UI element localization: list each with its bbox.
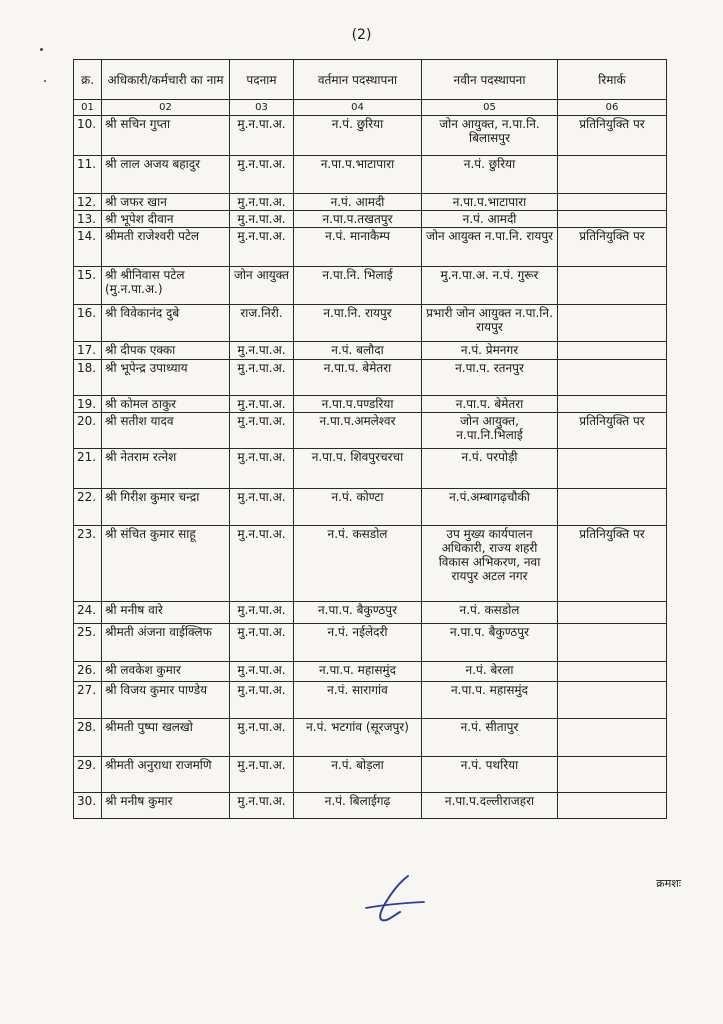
cell-current: न.पं. बोड़ला xyxy=(294,757,422,793)
cell-new: उप मुख्य कार्यपालन अधिकारी, राज्य शहरी विकास अभिकरण, नवा रायपुर अटल नगर xyxy=(422,526,558,602)
table-row xyxy=(74,156,667,194)
scan-speck xyxy=(44,80,46,82)
table-row xyxy=(74,396,667,413)
cell-num: 30. xyxy=(74,793,102,819)
table-row xyxy=(74,116,667,156)
cell-post: मु.न.पा.अ. xyxy=(230,342,294,360)
cell-remark xyxy=(558,194,667,211)
cell-post: मु.न.पा.अ. xyxy=(230,624,294,662)
cell-post: मु.न.पा.अ. xyxy=(230,719,294,757)
cell-post: मु.न.पा.अ. xyxy=(230,396,294,413)
cell-current: न.पं. बिलाईगढ़ xyxy=(294,793,422,819)
cell-new: न.पं. छुरिया xyxy=(422,156,558,194)
table-row xyxy=(74,489,667,526)
cell-remark xyxy=(558,602,667,624)
cell-name: श्री विवेकानंद दुबे xyxy=(102,305,230,342)
table-row xyxy=(74,719,667,757)
cell-name: श्री भूपेन्द्र उपाध्याय xyxy=(102,360,230,396)
cell-name: श्रीमती राजेश्वरी पटेल xyxy=(102,228,230,267)
table-row xyxy=(74,662,667,682)
table-body xyxy=(74,116,667,819)
table-row xyxy=(74,228,667,267)
cell-post: मु.न.पा.अ. xyxy=(230,156,294,194)
cell-remark xyxy=(558,396,667,413)
cell-remark xyxy=(558,624,667,662)
table-row xyxy=(74,211,667,228)
cell-current: न.पा.प. बेमेतरा xyxy=(294,360,422,396)
cell-remark xyxy=(558,719,667,757)
scan-speck xyxy=(40,48,43,51)
cell-current: न.पं. मानाकैम्प xyxy=(294,228,422,267)
cell-post: मु.न.पा.अ. xyxy=(230,449,294,489)
header-cell: अधिकारी/कर्मचारी का नाम xyxy=(102,60,230,100)
cell-current: न.पा.प.अमलेश्वर xyxy=(294,413,422,449)
cell-current: न.पा.प.भाटापारा xyxy=(294,156,422,194)
cell-num: 25. xyxy=(74,624,102,662)
cell-post: मु.न.पा.अ. xyxy=(230,413,294,449)
cell-current: न.पा.प. बैकुण्ठपुर xyxy=(294,602,422,624)
cell-new: जोन आयुक्त न.पा.नि. रायपुर xyxy=(422,228,558,267)
cell-post: मु.न.पा.अ. xyxy=(230,211,294,228)
cell-post: मु.न.पा.अ. xyxy=(230,793,294,819)
cell-remark xyxy=(558,757,667,793)
cell-name: श्रीमती पुष्पा खलखो xyxy=(102,719,230,757)
table-row xyxy=(74,624,667,662)
cell-remark xyxy=(558,156,667,194)
cell-num: 24. xyxy=(74,602,102,624)
table-row xyxy=(74,793,667,819)
column-number: 02 xyxy=(102,100,230,116)
cell-num: 19. xyxy=(74,396,102,413)
cell-name: श्रीमती अनुराधा राजमणि xyxy=(102,757,230,793)
cell-current: न.पा.नि. भिलाई xyxy=(294,267,422,305)
column-number: 01 xyxy=(74,100,102,116)
cell-current: न.पं. कोण्टा xyxy=(294,489,422,526)
cell-name: श्री मनीष कुमार xyxy=(102,793,230,819)
page-number: (2) xyxy=(351,27,372,43)
cell-num: 13. xyxy=(74,211,102,228)
cell-num: 15. xyxy=(74,267,102,305)
cell-name: श्री भूपेश दीवान xyxy=(102,211,230,228)
cell-name: श्री नेतराम रत्नेश xyxy=(102,449,230,489)
column-number: 03 xyxy=(230,100,294,116)
cell-num: 20. xyxy=(74,413,102,449)
column-number: 04 xyxy=(294,100,422,116)
cell-remark xyxy=(558,489,667,526)
cell-name: श्री विजय कुमार पाण्डेय xyxy=(102,682,230,719)
cell-current: न.पं. बलौदा xyxy=(294,342,422,360)
cell-new: जोन आयुक्त, न.पा.नि. बिलासपुर xyxy=(422,116,558,156)
cell-new: न.पा.प.दल्लीराजहरा xyxy=(422,793,558,819)
cell-remark xyxy=(558,360,667,396)
cell-num: 29. xyxy=(74,757,102,793)
cell-post: मु.न.पा.अ. xyxy=(230,602,294,624)
cell-post: जोन आयुक्त xyxy=(230,267,294,305)
cell-num: 10. xyxy=(74,116,102,156)
cell-num: 26. xyxy=(74,662,102,682)
transfer-table xyxy=(73,59,667,819)
cell-new: न.पा.प. बेमेतरा xyxy=(422,396,558,413)
table-row xyxy=(74,360,667,396)
cell-post: मु.न.पा.अ. xyxy=(230,526,294,602)
cell-current: न.पं. आमदी xyxy=(294,194,422,211)
cell-new: न.पं. आमदी xyxy=(422,211,558,228)
cell-num: 17. xyxy=(74,342,102,360)
cell-current: न.पं. कसडोल xyxy=(294,526,422,602)
cell-post: मु.न.पा.अ. xyxy=(230,662,294,682)
cell-name: श्री जफर खान xyxy=(102,194,230,211)
cell-num: 22. xyxy=(74,489,102,526)
cell-new: न.पा.प.भाटापारा xyxy=(422,194,558,211)
cell-num: 16. xyxy=(74,305,102,342)
cell-post: राज.निरी. xyxy=(230,305,294,342)
cell-remark xyxy=(558,211,667,228)
cell-remark xyxy=(558,449,667,489)
cell-num: 21. xyxy=(74,449,102,489)
cell-current: न.पं. सारागांव xyxy=(294,682,422,719)
header-cell: नवीन पदस्थापना xyxy=(422,60,558,100)
cell-remark xyxy=(558,267,667,305)
table-row xyxy=(74,449,667,489)
header-cell: रिमार्क xyxy=(558,60,667,100)
cell-remark: प्रतिनियुक्ति पर xyxy=(558,526,667,602)
cell-current: न.पं. छुरिया xyxy=(294,116,422,156)
cell-name: श्री सचिन गुप्ता xyxy=(102,116,230,156)
table-row xyxy=(74,526,667,602)
cell-new: जोन आयुक्त, न.पा.नि.भिलाई xyxy=(422,413,558,449)
column-number: 06 xyxy=(558,100,667,116)
cell-remark xyxy=(558,305,667,342)
cell-new: न.पं. सीतापुर xyxy=(422,719,558,757)
cell-post: मु.न.पा.अ. xyxy=(230,489,294,526)
table-row xyxy=(74,757,667,793)
cell-new: न.पं. कसडोल xyxy=(422,602,558,624)
cell-remark: प्रतिनियुक्ति पर xyxy=(558,116,667,156)
table-row xyxy=(74,194,667,211)
cell-new: प्रभारी जोन आयुक्त न.पा.नि. रायपुर xyxy=(422,305,558,342)
table-row xyxy=(74,602,667,624)
cell-num: 12. xyxy=(74,194,102,211)
cell-new: न.पं. पथरिया xyxy=(422,757,558,793)
cell-current: न.पा.प. शिवपुरचरचा xyxy=(294,449,422,489)
cell-num: 23. xyxy=(74,526,102,602)
cell-remark: प्रतिनियुक्ति पर xyxy=(558,413,667,449)
cell-name: श्री दीपक एक्का xyxy=(102,342,230,360)
cell-name: श्री लाल अजय बहादुर xyxy=(102,156,230,194)
table-row xyxy=(74,267,667,305)
cell-num: 14. xyxy=(74,228,102,267)
table-header-row xyxy=(74,60,667,100)
header-cell: क्र. xyxy=(74,60,102,100)
table-row xyxy=(74,413,667,449)
cell-remark: प्रतिनियुक्ति पर xyxy=(558,228,667,267)
cell-current: न.पा.प. महासमुंद xyxy=(294,662,422,682)
cell-name: श्री गिरीश कुमार चन्द्रा xyxy=(102,489,230,526)
cell-name: श्री कोमल ठाकुर xyxy=(102,396,230,413)
cell-current: न.पा.प.तखतपुर xyxy=(294,211,422,228)
cell-num: 28. xyxy=(74,719,102,757)
table-row xyxy=(74,305,667,342)
cell-name: श्री सतीश यादव xyxy=(102,413,230,449)
cell-name: श्री श्रीनिवास पटेल (मु.न.पा.अ.) xyxy=(102,267,230,305)
cell-name: श्री लवकेश कुमार xyxy=(102,662,230,682)
cell-post: मु.न.पा.अ. xyxy=(230,757,294,793)
cell-name: श्री संचित कुमार साहू xyxy=(102,526,230,602)
cell-new: मु.न.पा.अ. न.पं. गुरूर xyxy=(422,267,558,305)
cell-num: 18. xyxy=(74,360,102,396)
cell-new: न.पा.प. महासमुंद xyxy=(422,682,558,719)
cell-new: न.पा.प. रतनपुर xyxy=(422,360,558,396)
cell-name: श्री मनीष वारे xyxy=(102,602,230,624)
cell-post: मु.न.पा.अ. xyxy=(230,682,294,719)
cell-post: मु.न.पा.अ. xyxy=(230,228,294,267)
cell-new: न.पं. बेरला xyxy=(422,662,558,682)
cell-remark xyxy=(558,682,667,719)
column-number: 05 xyxy=(422,100,558,116)
cell-post: मु.न.पा.अ. xyxy=(230,194,294,211)
signature xyxy=(360,868,430,926)
cell-post: मु.न.पा.अ. xyxy=(230,116,294,156)
cell-remark xyxy=(558,793,667,819)
header-cell: पदनाम xyxy=(230,60,294,100)
cell-new: न.पा.प. बैकुण्ठपुर xyxy=(422,624,558,662)
header-cell: वर्तमान पदस्थापना xyxy=(294,60,422,100)
cell-remark xyxy=(558,662,667,682)
cell-post: मु.न.पा.अ. xyxy=(230,360,294,396)
cell-name: श्रीमती अंजना वाईक्लिफ xyxy=(102,624,230,662)
table-row xyxy=(74,342,667,360)
cell-current: न.पं. नईलेदरी xyxy=(294,624,422,662)
cell-num: 27. xyxy=(74,682,102,719)
cell-current: न.पा.नि. रायपुर xyxy=(294,305,422,342)
cell-new: न.पं. परपोड़ी xyxy=(422,449,558,489)
cell-new: न.पं. प्रेमनगर xyxy=(422,342,558,360)
table-row xyxy=(74,682,667,719)
cell-current: न.पं. भटगांव (सूरजपुर) xyxy=(294,719,422,757)
cell-new: न.पं.अम्बागढ़चौकी xyxy=(422,489,558,526)
cell-num: 11. xyxy=(74,156,102,194)
cell-remark xyxy=(558,342,667,360)
continued-note: क्रमशः xyxy=(656,877,681,890)
cell-current: न.पा.प.पण्डरिया xyxy=(294,396,422,413)
column-number-row xyxy=(74,100,667,116)
